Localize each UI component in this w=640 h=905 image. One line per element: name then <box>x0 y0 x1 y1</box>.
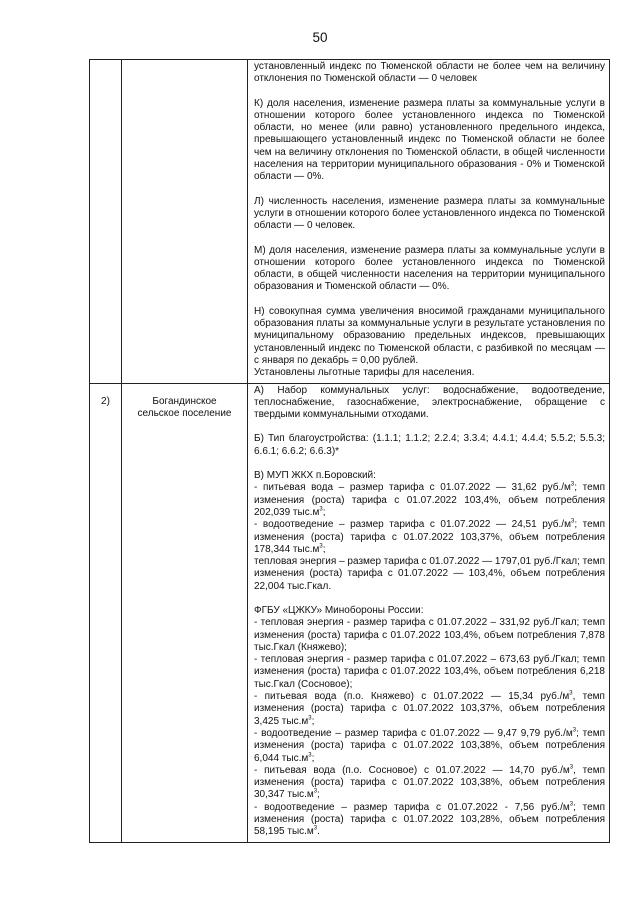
paragraph: А) Набор коммунальных услуг: водоснабжение, водоотведение, теплоснабжение, газоснабжение, электроснабжение, обращение с твердыми коммунальными отходами. <box>254 384 605 421</box>
paragraph: К) доля населения, изменение размера платы за коммунальные услуги в отношении которого более установленного индекса по Тюменской области, но менее (или равно) установленного предельного индекса, превышающего установленный индекс по Тюменской области не более чем на величину отклонения по Тюменской области, в общей численности населения на территории муниципального образования - 0% и Тюменской области — 0%. <box>254 97 605 183</box>
paragraph: Л) численность населения, изменение размера платы за коммунальные услуги в отношении которого более установленного индекса по Тюменской области — 0 человек. <box>254 195 605 232</box>
tariff-table <box>89 59 610 843</box>
tariff-item: - водоотведение – размер тарифа с 01.07.2022 - 7,56 $руб./м^3$; темп изменения (роста) тарифа с 01.07.2022 103,28%, объем потребления 58,195 $тыс.м^3$. <box>254 801 605 838</box>
tariff-item: тепловая энергия – размер тарифа с 01.07.2022 — 1797,01 руб./Гкал; темп изменения (роста) тарифа с 01.07.2022 — 103,4%, объем потребления 22,004 тыс.Гкал. <box>254 556 605 592</box>
paragraph: М) доля населения, изменение размера платы за коммунальные услуги в отношении которого более установленного индекса по Тюменской области, в общей численности населения на территории муниципального образования и Тюменской области — 0%. <box>254 244 605 293</box>
paragraph: Установлены льготные тарифы для населения. <box>254 367 475 379</box>
municipality-cell <box>122 383 248 842</box>
page-number: 50 <box>312 30 328 45</box>
table-row <box>90 383 610 842</box>
municipality-name-line: Богандинское <box>152 395 217 407</box>
paragraph-heading: ФГБУ «ЦЖКУ» Минобороны России: <box>254 604 424 616</box>
municipality-name-line: сельское поселение <box>137 407 232 419</box>
tariff-item: - тепловая энергия - размер тарифа с 01.07.2022 – 331,92 руб./Гкал; темп изменения (роста) тарифа с 01.07.2022 103,4%, объем потребления 7,878 тыс.Гкал (Княжево); <box>254 617 605 653</box>
row-number-cell: 2) <box>90 383 122 842</box>
tariff-item: - питьевая вода (п.о. Княжево) с 01.07.2022 — 15,34 $руб./м^3$, темп изменения (роста) тарифа с 01.07.2022 103,37%, объем потребления 3,425 $тыс.м^3$; <box>254 690 605 727</box>
tariff-item: - тепловая энергия - размер тарифа с 01.07.2022 – 673,63 руб./Гкал; темп изменения (роста) тарифа с 01.07.2022 103,4%, объем потребления 6,218 тыс.Гкал (Сосновое); <box>254 654 605 690</box>
tariff-item: - водоотведение – размер тарифа с 01.07.2022 — 24,51 $руб./м^3$; темп изменения (роста) тарифа с 01.07.2022 103,37%, объем потребления 178,344 $тыс.м^3$; <box>254 518 605 555</box>
municipality-cell <box>122 60 248 384</box>
tariff-item: - питьевая вода – размер тарифа с 01.07.2022 — 31,62 $руб./м^3$; темп изменения (роста) тарифа с 01.07.2022 103,4%, объем потребления 202,039 $тыс.м^3$; <box>254 481 605 518</box>
content-cell <box>248 60 610 384</box>
paragraph: установленный индекс по Тюменской области не более чем на величину отклонения по Тюменской области — 0 человек <box>254 61 605 85</box>
paragraph: Н) совокупная сумма увеличения вносимой гражданами муниципального образования платы за коммунальные услуги в результате установления по муниципальному образованию предельных индексов, превышающих установленный индекс по Тюменской области, с разбивкой по месяцам — с января по декабрь = 0,00 рублей. <box>254 305 605 366</box>
table-row <box>90 60 610 384</box>
paragraph-heading: В) МУП ЖКХ п.Боровский: <box>254 470 376 482</box>
tariff-item: - питьевая вода (п.о. Сосновое) с 01.07.2022 — 14,70 $руб./м^3$, темп изменения (роста) тарифа с 01.07.2022 103,38%, объем потребления 30,347 $тыс.м^3$; <box>254 764 605 801</box>
paragraph: Б) Тип благоустройства: (1.1.1; 1.1.2; 2.2.4; 3.3.4; 4.4.1; 4.4.4; 5.5.2; 5.5.3; 6.6.1; 6.6.2; 6.6.3)* <box>254 433 605 457</box>
row-number-cell <box>90 60 122 384</box>
content-cell <box>248 383 610 842</box>
tariff-item: - водоотведение – размер тарифа с 01.07.2022 — 9,47 9,79 $руб./м^3$; темп изменения (роста) тарифа с 01.07.2022 103,38%, объем потребления 6,044 $тыс.м^3$; <box>254 727 605 764</box>
